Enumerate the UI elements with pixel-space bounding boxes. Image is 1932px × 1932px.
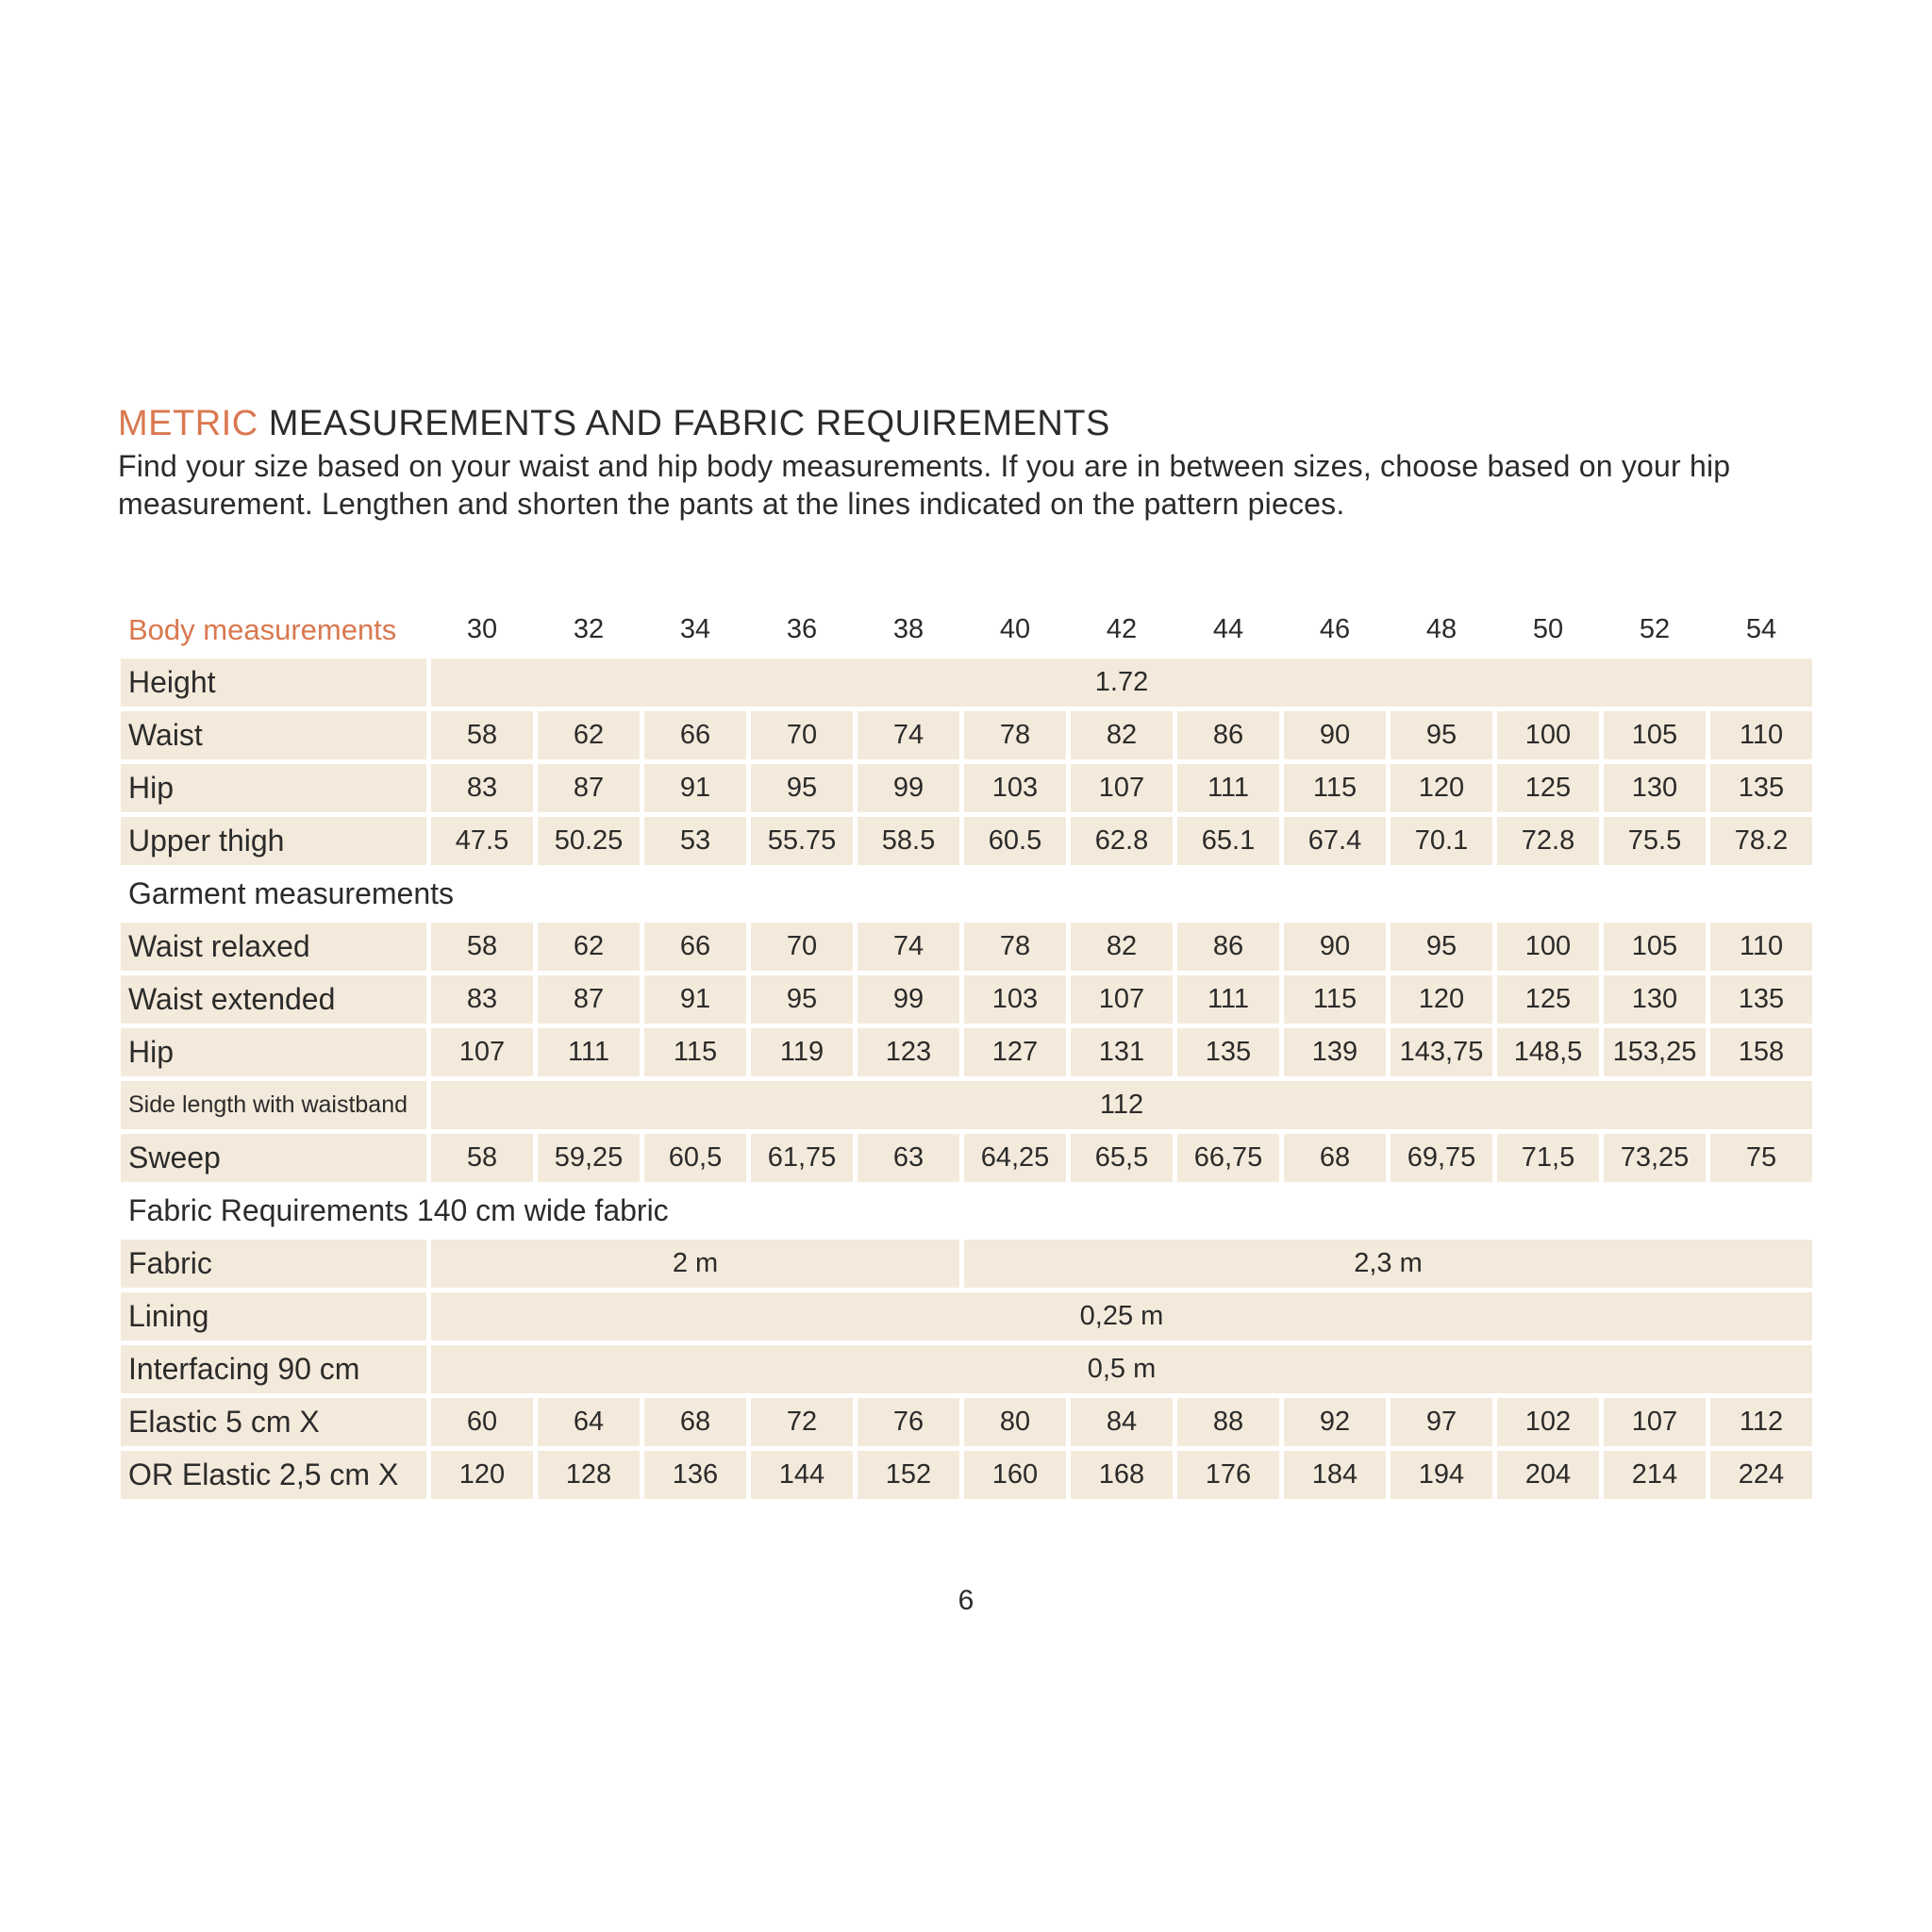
value-cell: 53 [644, 817, 746, 865]
value-cell: 92 [1284, 1398, 1386, 1446]
value-cell: 58 [431, 923, 533, 971]
value-cell: 84 [1071, 1398, 1173, 1446]
intro-text: Find your size based on your waist and hip body measurements. If you are in between sizes, choose based on your hip measurement. Lengthen and shorten the pants at the lines indicated on the pattern pieces. [118, 449, 1731, 521]
value-cell: 158 [1710, 1028, 1812, 1076]
value-cell: 135 [1710, 764, 1812, 812]
value-cell: 60.5 [964, 817, 1066, 865]
row-label: Waist [121, 711, 426, 759]
size-header-42: 42 [1106, 614, 1138, 644]
value-cell: 135 [1177, 1028, 1279, 1076]
value-cell: 100 [1497, 923, 1599, 971]
page-title [118, 404, 1110, 444]
row-interfacing [121, 1345, 1812, 1393]
value-cell: 75 [1710, 1134, 1812, 1182]
value-cell: 82 [1071, 711, 1173, 759]
value-cell: 111 [1177, 764, 1279, 812]
value-cell: 107 [1071, 764, 1173, 812]
value-cell: 68 [1284, 1134, 1386, 1182]
value-cell: 112 [1710, 1398, 1812, 1446]
value-cell: 139 [1284, 1028, 1386, 1076]
value-cell: 110 [1710, 711, 1812, 759]
value-cell: 112 [431, 1081, 1812, 1129]
row-label: Waist extended [121, 975, 426, 1024]
value-cell: 86 [1177, 923, 1279, 971]
value-cell: 83 [431, 975, 533, 1024]
value-cell: 184 [1284, 1451, 1386, 1499]
value-cell: 120 [1391, 764, 1492, 812]
value-cell: 59,25 [538, 1134, 640, 1182]
value-cell: 91 [644, 764, 746, 812]
size-header-46: 46 [1319, 614, 1351, 644]
value-cell: 76 [858, 1398, 959, 1446]
value-cell: 0,5 m [431, 1345, 1812, 1393]
value-cell: 107 [1604, 1398, 1706, 1446]
value-cell: 194 [1391, 1451, 1492, 1499]
value-cell: 97 [1391, 1398, 1492, 1446]
fabric-section-label-row [121, 1187, 1812, 1235]
garment-section-label-row [121, 870, 1812, 918]
value-cell: 168 [1071, 1451, 1173, 1499]
page-number: 6 [958, 1585, 974, 1616]
value-cell: 62 [538, 923, 640, 971]
row-label: Interfacing 90 cm [121, 1345, 426, 1393]
value-cell: 66,75 [1177, 1134, 1279, 1182]
value-cell: 58 [431, 711, 533, 759]
fabric-section-label: Fabric Requirements 140 cm wide fabric [128, 1193, 669, 1227]
row-waist-relaxed [121, 923, 1812, 971]
value-cell: 74 [858, 923, 959, 971]
value-cell: 71,5 [1497, 1134, 1599, 1182]
size-header-34: 34 [679, 614, 711, 644]
value-cell: 125 [1497, 975, 1599, 1024]
value-cell: 123 [858, 1028, 959, 1076]
size-header-44: 44 [1212, 614, 1244, 644]
value-cell: 105 [1604, 923, 1706, 971]
value-cell: 120 [1391, 975, 1492, 1024]
value-cell: 204 [1497, 1451, 1599, 1499]
value-cell: 66 [644, 711, 746, 759]
value-cell: 58 [431, 1134, 533, 1182]
value-cell: 87 [538, 764, 640, 812]
value-cell: 143,75 [1391, 1028, 1492, 1076]
value-cell: 65,5 [1071, 1134, 1173, 1182]
row-label: Lining [121, 1292, 426, 1341]
row-label: Hip [121, 1028, 426, 1076]
row-elastic-5 [121, 1398, 1812, 1446]
value-cell: 73,25 [1604, 1134, 1706, 1182]
value-cell: 105 [1604, 711, 1706, 759]
value-cell: 70 [751, 923, 853, 971]
row-label: Upper thigh [121, 817, 426, 865]
value-cell: 110 [1710, 923, 1812, 971]
row-label: Elastic 5 cm X [121, 1398, 426, 1446]
size-table [116, 601, 1817, 1504]
row-label: Height [121, 658, 426, 707]
value-cell: 107 [431, 1028, 533, 1076]
row-hip [121, 764, 1812, 812]
row-label: Side length with waistband [121, 1081, 426, 1129]
value-cell: 1.72 [431, 658, 1812, 707]
value-cell: 69,75 [1391, 1134, 1492, 1182]
value-cell: 50.25 [538, 817, 640, 865]
size-header-40: 40 [999, 614, 1031, 644]
value-cell: 63 [858, 1134, 959, 1182]
value-cell: 72 [751, 1398, 853, 1446]
value-cell: 90 [1284, 711, 1386, 759]
value-cell: 102 [1497, 1398, 1599, 1446]
row-label: Fabric [121, 1240, 426, 1288]
body-measurements-header: Body measurements [128, 612, 397, 646]
value-cell: 82 [1071, 923, 1173, 971]
row-sweep [121, 1134, 1812, 1182]
value-cell: 62 [538, 711, 640, 759]
value-cell: 58.5 [858, 817, 959, 865]
value-cell: 64 [538, 1398, 640, 1446]
value-cell: 136 [644, 1451, 746, 1499]
row-label: OR Elastic 2,5 cm X [121, 1451, 426, 1499]
value-cell: 160 [964, 1451, 1066, 1499]
value-cell: 111 [538, 1028, 640, 1076]
value-cell: 99 [858, 975, 959, 1024]
value-cell: 125 [1497, 764, 1599, 812]
value-cell: 115 [1284, 975, 1386, 1024]
value-cell: 214 [1604, 1451, 1706, 1499]
row-elastic-25 [121, 1451, 1812, 1499]
table-body [121, 606, 1812, 1499]
value-cell: 72.8 [1497, 817, 1599, 865]
value-cell: 103 [964, 764, 1066, 812]
value-cell: 90 [1284, 923, 1386, 971]
value-cell: 78 [964, 711, 1066, 759]
title-accent: METRIC [118, 404, 258, 443]
value-cell: 130 [1604, 764, 1706, 812]
value-cell: 70.1 [1391, 817, 1492, 865]
value-cell: 0,25 m [431, 1292, 1812, 1341]
row-fabric [121, 1240, 1812, 1288]
value-cell: 88 [1177, 1398, 1279, 1446]
value-cell: 60 [431, 1398, 533, 1446]
value-cell: 91 [644, 975, 746, 1024]
value-cell: 65.1 [1177, 817, 1279, 865]
value-cell: 128 [538, 1451, 640, 1499]
value-cell: 47.5 [431, 817, 533, 865]
value-cell: 144 [751, 1451, 853, 1499]
value-cell: 127 [964, 1028, 1066, 1076]
value-cell: 148,5 [1497, 1028, 1599, 1076]
header-row [121, 606, 1812, 654]
value-cell: 120 [431, 1451, 533, 1499]
value-cell: 100 [1497, 711, 1599, 759]
value-cell: 2 m [431, 1240, 959, 1288]
value-cell: 111 [1177, 975, 1279, 1024]
value-cell: 153,25 [1604, 1028, 1706, 1076]
row-label: Sweep [121, 1134, 426, 1182]
value-cell: 74 [858, 711, 959, 759]
size-header-36: 36 [786, 614, 818, 644]
value-cell: 95 [751, 975, 853, 1024]
size-header-48: 48 [1425, 614, 1457, 644]
value-cell: 61,75 [751, 1134, 853, 1182]
value-cell: 131 [1071, 1028, 1173, 1076]
value-cell: 66 [644, 923, 746, 971]
row-height [121, 658, 1812, 707]
row-waist-extended [121, 975, 1812, 1024]
value-cell: 95 [1391, 711, 1492, 759]
size-header-30: 30 [466, 614, 498, 644]
value-cell: 60,5 [644, 1134, 746, 1182]
row-label: Hip [121, 764, 426, 812]
value-cell: 70 [751, 711, 853, 759]
row-lining [121, 1292, 1812, 1341]
value-cell: 78 [964, 923, 1066, 971]
value-cell: 67.4 [1284, 817, 1386, 865]
value-cell: 224 [1710, 1451, 1812, 1499]
value-cell: 115 [1284, 764, 1386, 812]
row-garment-hip [121, 1028, 1812, 1076]
size-header-32: 32 [573, 614, 605, 644]
value-cell: 115 [644, 1028, 746, 1076]
value-cell: 2,3 m [964, 1240, 1812, 1288]
value-cell: 107 [1071, 975, 1173, 1024]
size-header-38: 38 [892, 614, 924, 644]
value-cell: 78.2 [1710, 817, 1812, 865]
value-cell: 68 [644, 1398, 746, 1446]
size-header-52: 52 [1639, 614, 1671, 644]
value-cell: 64,25 [964, 1134, 1066, 1182]
title-rest: MEASUREMENTS AND FABRIC REQUIREMENTS [268, 404, 1110, 443]
value-cell: 176 [1177, 1451, 1279, 1499]
value-cell: 95 [1391, 923, 1492, 971]
value-cell: 152 [858, 1451, 959, 1499]
row-label: Waist relaxed [121, 923, 426, 971]
size-header-50: 50 [1532, 614, 1564, 644]
value-cell: 86 [1177, 711, 1279, 759]
value-cell: 87 [538, 975, 640, 1024]
size-header-54: 54 [1745, 614, 1777, 644]
value-cell: 103 [964, 975, 1066, 1024]
row-side-length [121, 1081, 1812, 1129]
value-cell: 80 [964, 1398, 1066, 1446]
value-cell: 130 [1604, 975, 1706, 1024]
value-cell: 95 [751, 764, 853, 812]
value-cell: 119 [751, 1028, 853, 1076]
value-cell: 55.75 [751, 817, 853, 865]
value-cell: 62.8 [1071, 817, 1173, 865]
row-upper-thigh [121, 817, 1812, 865]
value-cell: 135 [1710, 975, 1812, 1024]
value-cell: 83 [431, 764, 533, 812]
row-waist [121, 711, 1812, 759]
value-cell: 75.5 [1604, 817, 1706, 865]
garment-section-label: Garment measurements [128, 876, 455, 910]
value-cell: 99 [858, 764, 959, 812]
